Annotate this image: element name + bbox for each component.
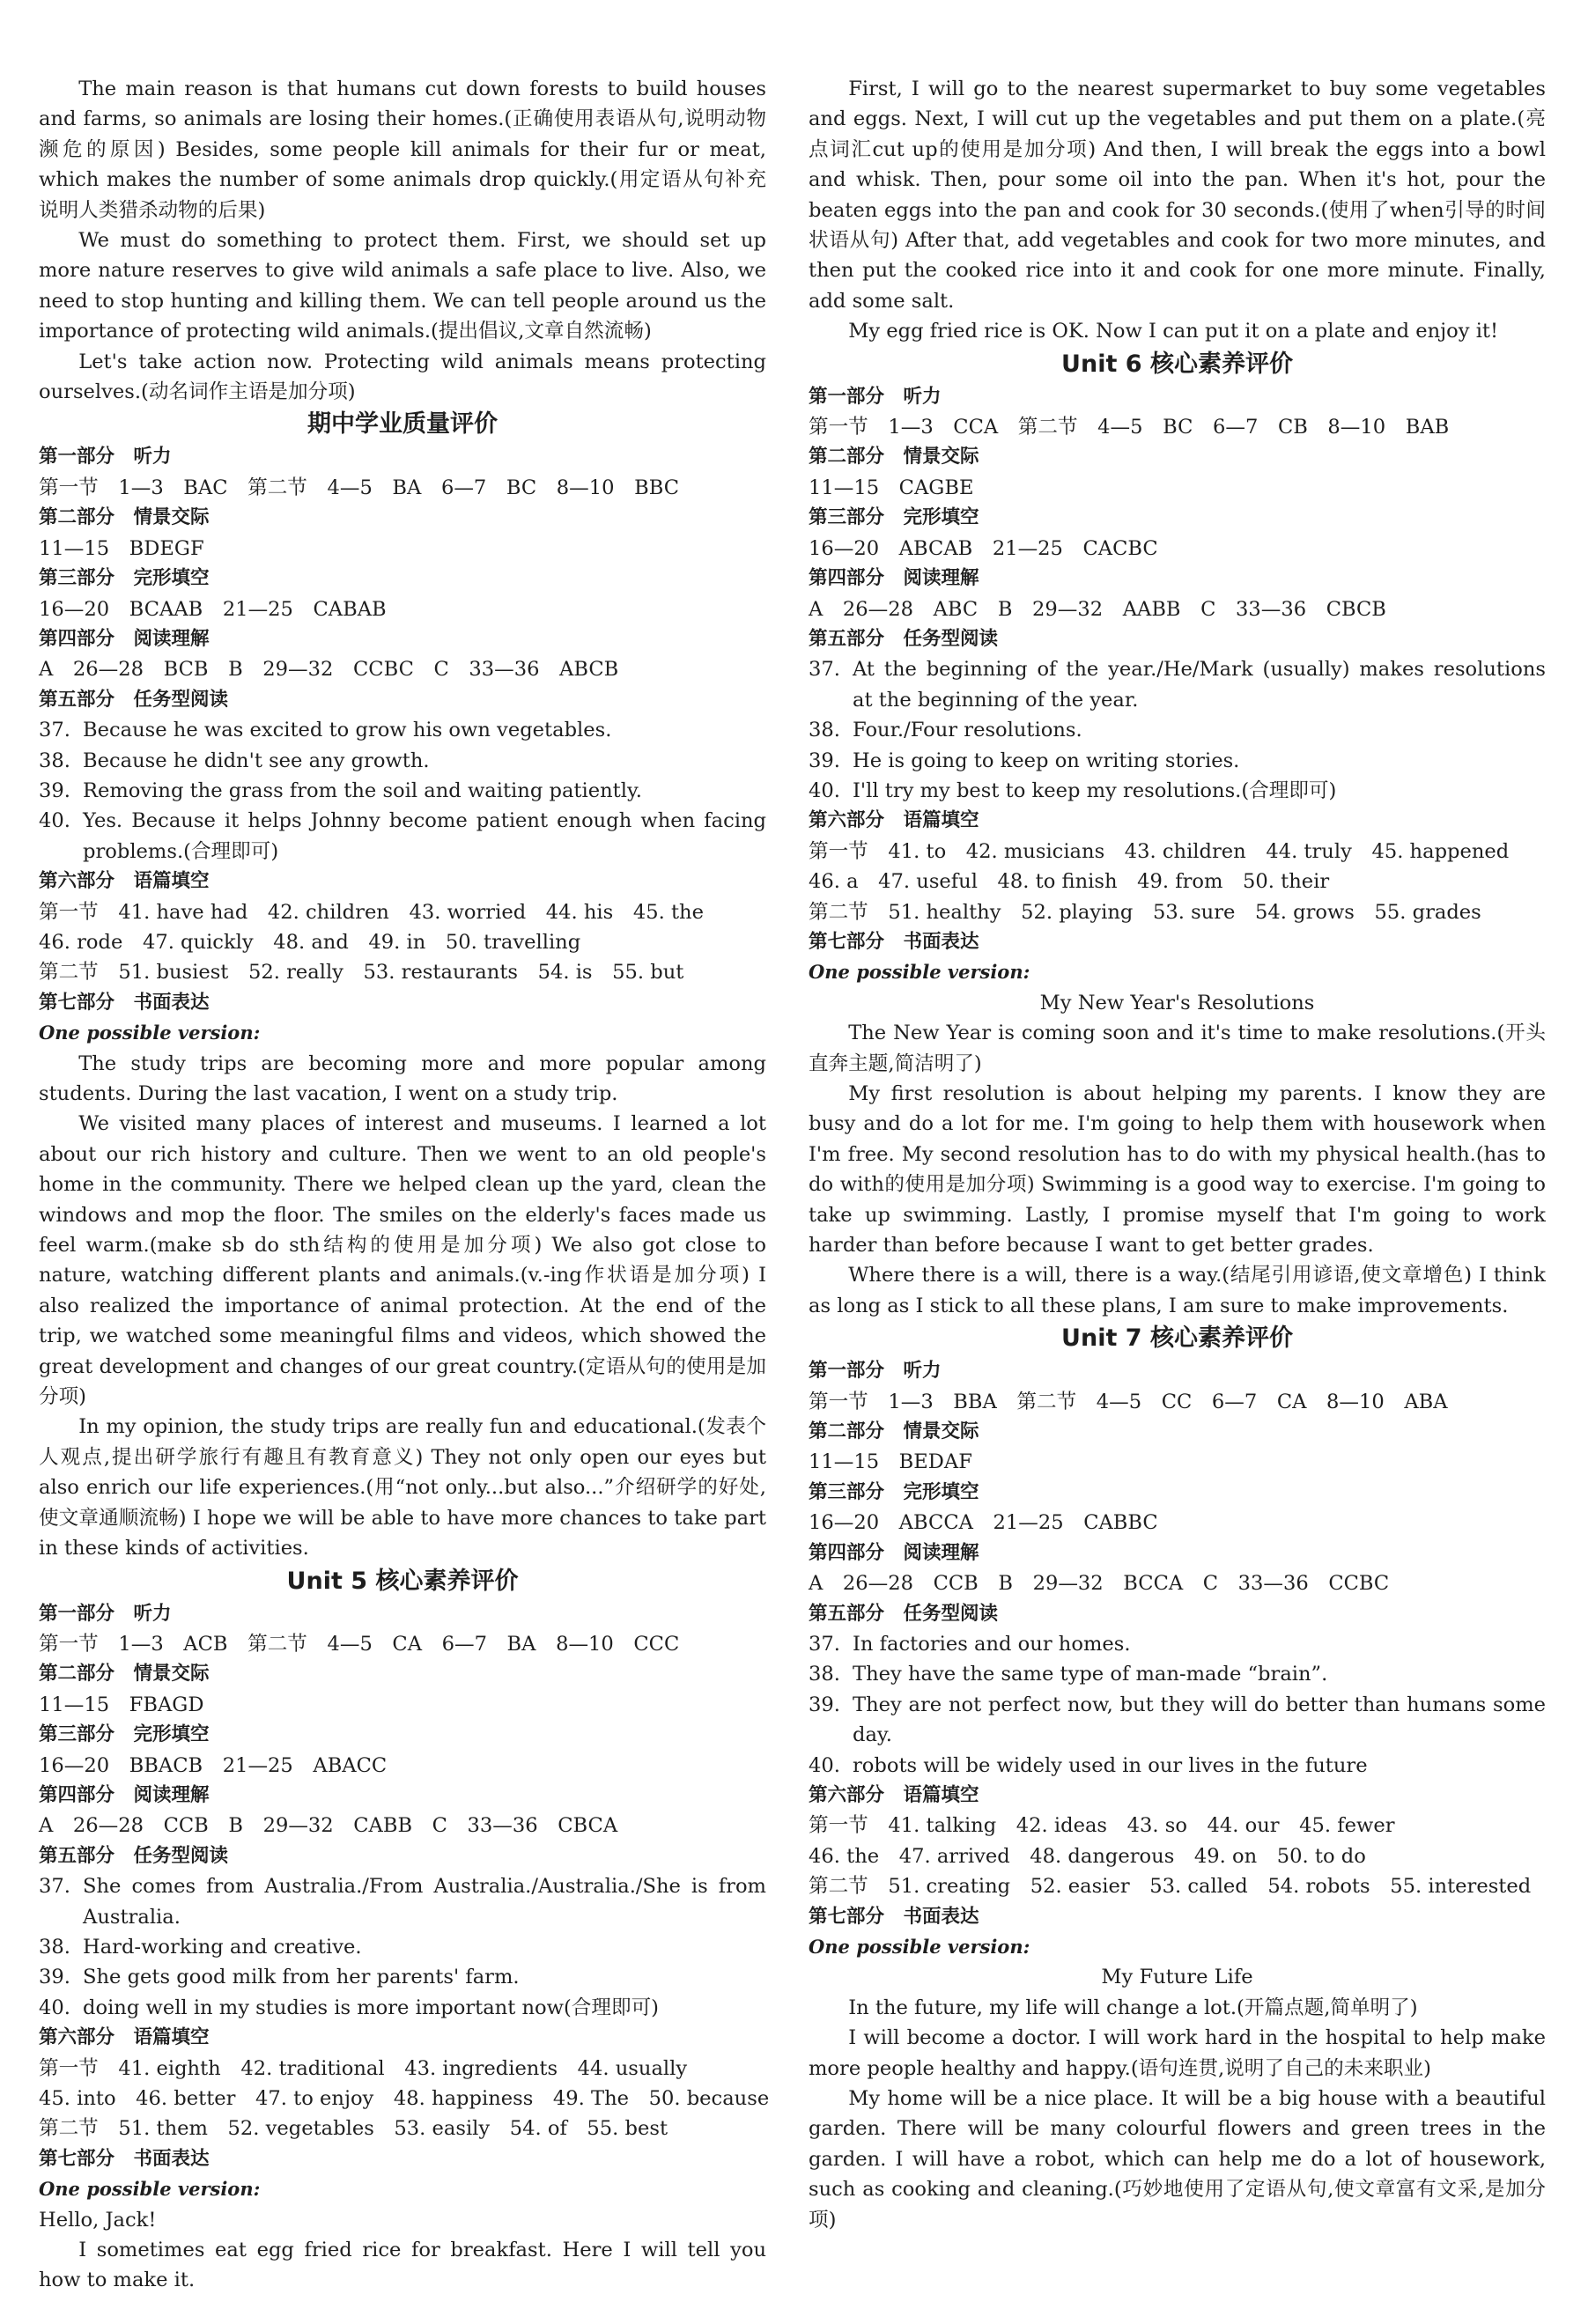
right-column [809, 74, 1546, 2235]
part-heading: 第六部分 语篇填空 [39, 2026, 210, 2049]
answer-line: 第一节 1—3 BAC 第二节 4—5 BA 6—7 BC 8—10 BBC [39, 476, 680, 499]
answer-item: 40. doing well in my studies is more important now(合理即可) [39, 1996, 659, 2019]
essay-paragraph: I sometimes eat egg fried rice for breakfast. Here I will tell you how to make it. [39, 2239, 766, 2292]
answer-line: 第二节 51. healthy 52. playing 53. sure 54. grows 55. grades [809, 900, 1481, 924]
version-label: One possible version: [39, 1022, 261, 1044]
answer-item: 40. Yes. Because it helps Johnny become patient enough when facing problems.(合理即可) [39, 809, 766, 863]
part-heading: 第五部分 任务型阅读 [809, 627, 999, 650]
essay-paragraph: The study trips are becoming more and more popular among students. During the last vacation, I went on a study trip. [39, 1051, 766, 1105]
section-unit7 [809, 1321, 1546, 2235]
answer-item: 37. In factories and our homes. [809, 1632, 1131, 1656]
letter-greeting: Hello, Jack! [39, 2208, 157, 2232]
answer-item: 38. Hard-working and creative. [39, 1935, 362, 1959]
part-heading: 第七部分 书面表达 [809, 1905, 979, 1928]
answer-item: 38. Because he didn't see any growth. [39, 749, 430, 772]
part-heading: 第五部分 任务型阅读 [39, 1844, 229, 1867]
answer-line: A 26—28 ABC B 29—32 AABB C 33—36 CBCB [809, 597, 1386, 621]
section-title: Unit 6 核心素养评价 [1061, 350, 1293, 378]
answer-line: 第二节 51. creating 52. easier 53. called 54. robots 55. interested [809, 1875, 1532, 1899]
essay-paragraph: The main reason is that humans cut down forests to build houses and farms, so animals are losing their homes.(正确使用表语从句,说明动物濒危的原因) Besides, some people kill animals for their fur or meat, which makes the number of some animals drop quickly.(用定语从句补充说明人类猎杀动物的后果) [39, 77, 766, 222]
essay-paragraph: We visited many places of interest and museums. I learned a lot about our rich history and culture. Then we went to an old people's home in the community. There we helped clean up the yard, clean the windows and mop the floor. The smiles on the elderly's faces made us feel warm.(make sb do sth结构的使用是加分项) We also got close to nature, watching different plants and animals.(v.-ing作状语是加分项) I also realized the importance of animal protection. At the end of the trip, we watched some meaningful films and videos, which showed the great development and changes of our great country.(定语从句的使用是加分项) [39, 1112, 766, 1409]
answer-line: A 26—28 CCB B 29—32 BCCA C 33—36 CCBC [809, 1572, 1390, 1596]
essay-paragraph: My home will be a nice place. It will be a big house with a beautiful garden. There will be many colourful flowers and green trees in the garden. I will have a robot, which can help me do a lot of housework, such as cooking and cleaning.(巧妙地使用了定语从句,使文章富有文采,是加分项) [809, 2087, 1546, 2232]
answer-line: 46. the 47. arrived 48. dangerous 49. on 50. to do [809, 1844, 1366, 1868]
section-title: 期中学业质量评价 [307, 410, 498, 439]
answer-line: 第一节 41. have had 42. children 43. worried 44. his 45. the [39, 900, 704, 924]
part-heading: 第二部分 情景交际 [39, 506, 210, 529]
essay-paragraph: First, I will go to the nearest supermarket to buy some vegetables and eggs. Next, I will cut up the vegetables and put them on a plate.(亮点词汇cut up的使用是加分项) And then, I will break the eggs into a bowl and whisk. Then, pour some oil into the pan. When it's hot, pour the beaten eggs into the pan and cook for 30 seconds.(使用了when引导的时间状语从句) After that, add vegetables and cook for two more minutes, and then put the cooked rice into it and cook for one more minute. Finally, add some salt. [809, 77, 1546, 313]
section-unit5 [39, 1564, 770, 2296]
essay-title: My Future Life [1101, 1966, 1253, 1989]
answer-line: 46. rode 47. quickly 48. and 49. in 50. travelling [39, 930, 581, 954]
essay-paragraph: I will become a doctor. I will work hard in the hospital to help make more people healthy and happy.(语句连贯,说明了自己的未来职业) [809, 2026, 1546, 2080]
part-heading: 第五部分 任务型阅读 [809, 1602, 999, 1625]
part-heading: 第六部分 语篇填空 [809, 1783, 979, 1806]
answer-line: 第一节 41. to 42. musicians 43. children 44. truly 45. happened [809, 839, 1510, 863]
section-title: Unit 5 核心素养评价 [286, 1567, 519, 1595]
essay-paragraph: In the future, my life will change a lot.(开篇点题,简单明了) [848, 1996, 1418, 2019]
version-label: One possible version: [39, 2178, 261, 2201]
part-heading: 第二部分 情景交际 [809, 1420, 979, 1443]
answer-line: A 26—28 CCB B 29—32 CABB C 33—36 CBCA [39, 1814, 618, 1838]
part-heading: 第七部分 书面表达 [809, 930, 979, 953]
answer-line: 11—15 BEDAF [809, 1450, 972, 1474]
part-heading: 第一部分 听力 [809, 1360, 942, 1383]
answer-item: 40. robots will be widely used in our lives in the future [809, 1753, 1368, 1777]
answer-line: 第二节 51. busiest 52. really 53. restaurants 54. is 55. but [39, 961, 684, 985]
essay-paragraph: We must do something to protect them. First, we should set up more nature reserves to give wild animals a safe place to live. Also, we need to stop hunting and killing them. We can tell people around us the importance of protecting wild animals.(提出倡议,文章自然流畅) [39, 229, 766, 343]
answer-item: 37. At the beginning of the year./He/Mark (usually) makes resolutions at the beginning of the year. [809, 658, 1546, 712]
answer-item: 39. They are not perfect now, but they will do better than humans some day. [809, 1693, 1546, 1747]
part-heading: 第一部分 听力 [39, 1602, 172, 1625]
part-heading: 第五部分 任务型阅读 [39, 688, 229, 711]
answer-line: 第一节 1—3 BBA 第二节 4—5 CC 6—7 CA 8—10 ABA [809, 1390, 1448, 1413]
part-heading: 第四部分 阅读理解 [809, 567, 979, 590]
answer-item: 38. Four./Four resolutions. [809, 719, 1082, 742]
essay-title: My New Year's Resolutions [1039, 991, 1315, 1014]
section-title: Unit 7 核心素养评价 [1061, 1324, 1293, 1353]
essay-paragraph: My first resolution is about helping my parents. I know they are busy and do a lot for me. I'm going to help them with housework when I'm free. My second resolution has to do with my physical health.(has to do with的使用是加分项) Swimming is a good way to exercise. I'm going to take up swimming. Lastly, I promise myself that I'm going to work harder than before because I want to get better grades. [809, 1082, 1546, 1258]
part-heading: 第六部分 语篇填空 [809, 809, 979, 832]
part-heading: 第四部分 阅读理解 [809, 1541, 979, 1564]
essay-paragraph: In my opinion, the study trips are really fun and educational.(发表个人观点,提出研学旅行有趣且有教育意义) They not only open our eyes but also enrich our life experiences.(用“not only...but also...”介绍研学的好处,使文章通顺流畅) I hope we will be able to have more chances to take part in these kinds of activities. [39, 1415, 766, 1560]
part-heading: 第七部分 书面表达 [39, 991, 210, 1014]
left-column [39, 74, 770, 2296]
part-heading: 第三部分 完形填空 [809, 506, 979, 529]
section-midterm [39, 407, 766, 1563]
answer-line: A 26—28 BCB B 29—32 CCBC C 33—36 ABCB [39, 658, 619, 682]
answer-line: 第一节 1—3 CCA 第二节 4—5 BC 6—7 CB 8—10 BAB [809, 416, 1450, 439]
answer-line: 16—20 ABCAB 21—25 CACBC [809, 536, 1158, 560]
answer-line: 11—15 FBAGD [39, 1693, 204, 1716]
part-heading: 第四部分 阅读理解 [39, 627, 210, 650]
part-heading: 第三部分 完形填空 [39, 567, 210, 590]
answer-item: 38. They have the same type of man-made “brain”. [809, 1663, 1328, 1686]
part-heading: 第七部分 书面表达 [39, 2147, 210, 2170]
answer-line: 16—20 ABCCA 21—25 CABBC [809, 1511, 1158, 1535]
part-heading: 第一部分 听力 [809, 385, 942, 408]
answer-line: 第一节 41. eighth 42. traditional 43. ingredients 44. usually [39, 2056, 688, 2080]
part-heading: 第三部分 完形填空 [39, 1723, 210, 1746]
part-heading: 第四部分 阅读理解 [39, 1783, 210, 1806]
essay-paragraph: Where there is a will, there is a way.(结尾引用谚语,使文章增色) I think as long as I stick to all these plans, I am sure to make improvements. [809, 1264, 1546, 1317]
part-heading: 第六部分 语篇填空 [39, 870, 210, 893]
part-heading: 第二部分 情景交际 [39, 1663, 210, 1686]
answer-item: 39. Removing the grass from the soil and waiting patiently. [39, 778, 642, 802]
answer-line: 11—15 CAGBE [809, 476, 974, 499]
section-unit6 [809, 347, 1546, 1322]
essay-paragraph: My egg fried rice is OK. Now I can put it on a plate and enjoy it! [848, 320, 1499, 343]
answer-line: 45. into 46. better 47. to enjoy 48. happiness 49. The 50. because [39, 2087, 770, 2110]
answer-line: 第二节 51. them 52. vegetables 53. easily 54. of 55. best [39, 2117, 668, 2141]
part-heading: 第一部分 听力 [39, 446, 172, 468]
answer-item: 37. She comes from Australia./From Australia./Australia./She is from Australia. [39, 1875, 766, 1929]
answer-item: 37. Because he was excited to grow his own vegetables. [39, 719, 612, 742]
version-label: One possible version: [809, 1935, 1030, 1958]
version-label: One possible version: [809, 961, 1030, 984]
answer-line: 第一节 41. talking 42. ideas 43. so 44. our 45. fewer [809, 1814, 1395, 1838]
answer-line: 46. a 47. useful 48. to finish 49. from 50. their [809, 870, 1330, 894]
answer-item: 39. She gets good milk from her parents' farm. [39, 1966, 520, 1989]
essay-paragraph: The New Year is coming soon and it's time to make resolutions.(开头直奔主题,简洁明了) [809, 1022, 1546, 1075]
answer-item: 40. I'll try my best to keep my resolutions.(合理即可) [809, 778, 1337, 802]
part-heading: 第二部分 情景交际 [809, 446, 979, 468]
answer-item: 39. He is going to keep on writing stories. [809, 749, 1240, 772]
part-heading: 第三部分 完形填空 [809, 1480, 979, 1503]
answer-line: 16—20 BCAAB 21—25 CABAB [39, 597, 387, 621]
answer-line: 11—15 BDEGF [39, 536, 204, 560]
essay-paragraph: Let's take action now. Protecting wild animals means protecting ourselves.(动名词作主语是加分项) [39, 350, 766, 404]
answer-line: 第一节 1—3 ACB 第二节 4—5 CA 6—7 BA 8—10 CCC [39, 1632, 680, 1656]
answer-line: 16—20 BBACB 21—25 ABACC [39, 1753, 388, 1777]
